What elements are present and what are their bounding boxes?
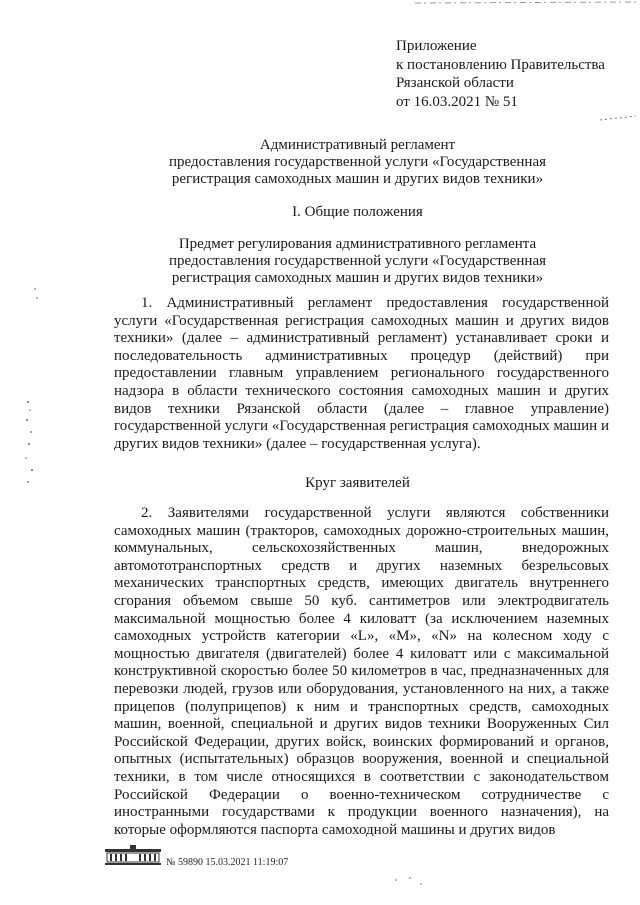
title-line-3: регистрация самоходных машин и других видов техники» bbox=[171, 171, 544, 187]
title-line-1: Административный регламент bbox=[259, 137, 456, 153]
appendix-line-1: Приложение bbox=[396, 38, 477, 54]
appendix-line-2: к постановлению Правительства bbox=[396, 56, 605, 73]
subject-line-1: Предмет регулирования административного регламента bbox=[178, 236, 537, 252]
footer-stamp-logo bbox=[104, 843, 162, 874]
subject-line-2: предоставления государственной услуги «Государственная bbox=[168, 253, 546, 269]
paragraph-1-text: 1. Административный регламент предоставления государственной услуги «Государственная регистрация самоходных машин и других видов техники» (далее – административный регламент) устанавливает сроки и последовательность административных процедур (действий) при предоставлении главным управлением регионального государственного надзора в области технического состояния самоходных машин и других видов техники Рязанской области (далее – главное управление) государственной услуги «Государственная регистрация самоходных машин и других видов техники» (далее – государственная услуга). bbox=[114, 295, 609, 452]
title-line-2: предоставления государственной услуги «Государственная bbox=[168, 154, 546, 170]
applicants-heading: Круг заявителей bbox=[305, 475, 410, 491]
building-icon bbox=[104, 843, 162, 869]
footer-doc-number: № 59890 15.03.2021 11:19:07 bbox=[166, 857, 289, 868]
document-title bbox=[100, 137, 615, 188]
appendix-line-3: Рязанской области bbox=[396, 75, 514, 91]
appendix-line-4: от 16.03.2021 № 51 bbox=[396, 93, 518, 110]
subject-line-3: регистрация самоходных машин и других видов техники» bbox=[171, 270, 544, 286]
subject-heading bbox=[100, 236, 615, 287]
section-heading: I. Общие положения bbox=[292, 204, 423, 220]
appendix-block bbox=[396, 37, 605, 111]
paragraph-1 bbox=[114, 295, 609, 453]
paragraph-2-text: 2. Заявителями государственной услуги являются собственники самоходных машин (тракторов, самоходных дорожно-строительных машин, коммунальных, сельскохозяйственных машин, внедорожных автомототранспортных средств и других наземных безрельсовых механических транспортных средств, имеющих двигатель внутреннего сгорания объемом свыше 50 куб. сантиметров или электродвигатель максимальной мощностью более 4 киловатт (за исключением наземных самоходных устройств категории «L», «M», «N» на колесном ходу с мощностью двигателя (двигателей) более 4 киловатт или с максимальной конструктивной скоростью более 50 километров в час, предназначенных для перевозки людей, грузов или оборудования, установленного на них, а также прицепов (полуприцепов) к ним и транспортных средств, самоходных машин, военной, специальной и других видов техники Вооруженных Сил Российской Федерации, других войск, воинских формирований и органов, опытных (испытательных) образцов вооружения, военной и специальной техники, в том числе относящихся в соответствии с законодательством Российской Федерации о военно-техническом сотрудничестве с иностранными государствами к продукции военного назначения), на которые оформляются паспорта самоходной машины и других видов bbox=[114, 505, 609, 838]
paragraph-2 bbox=[114, 505, 609, 839]
